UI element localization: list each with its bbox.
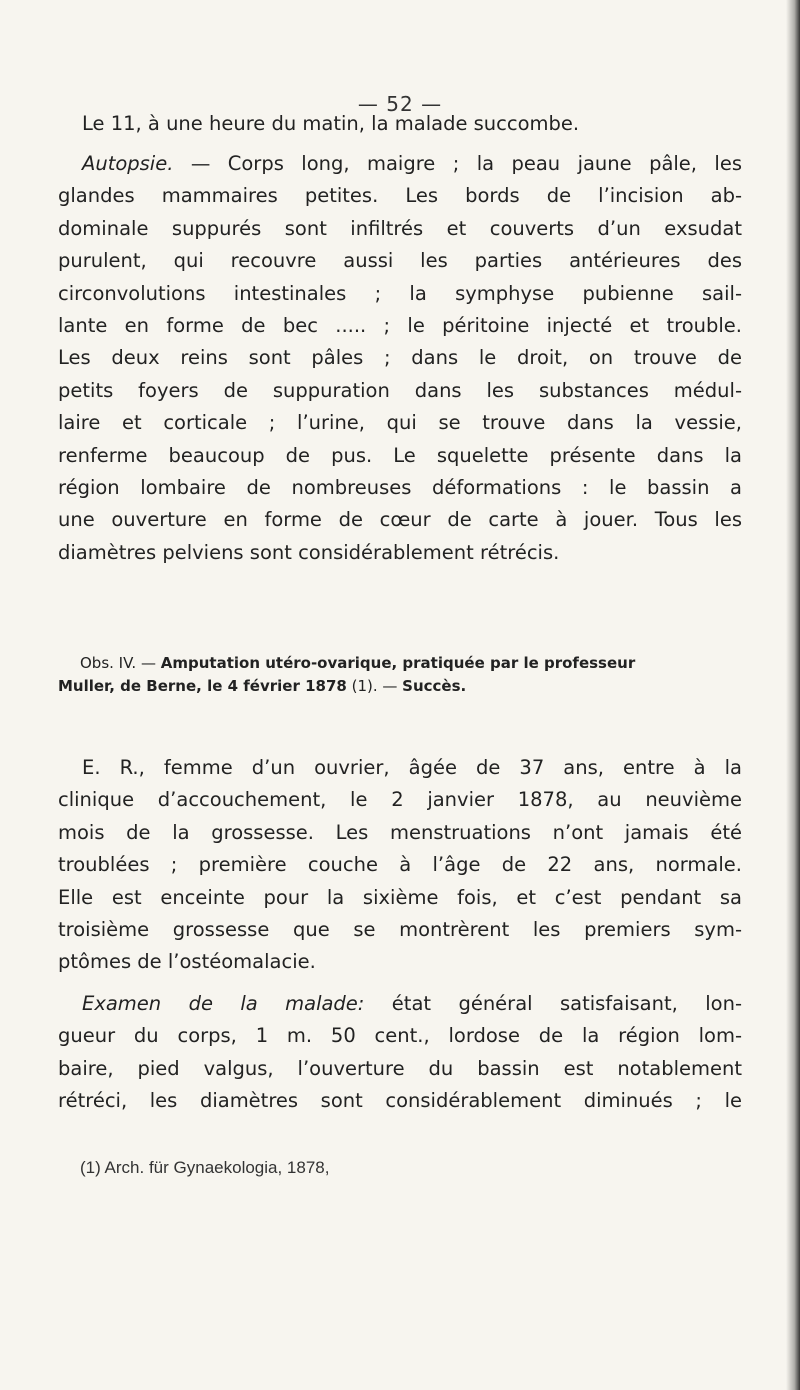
text-line: dominale suppurés sont infiltrés et couverts d’un exsudat <box>58 216 742 240</box>
paragraph-death-note <box>58 108 742 140</box>
page-edge-shadow <box>786 0 800 1390</box>
obs-prefix: Obs. IV. — <box>80 654 161 672</box>
examen-heading: Examen de la malade: <box>82 992 365 1015</box>
text-line: mois de la grossesse. Les menstruations n’ont jamais été <box>58 820 742 844</box>
text-line <box>58 988 742 1020</box>
obs-footnote-ref: (1). — <box>346 677 403 695</box>
page-number: — 52 — <box>357 92 443 116</box>
observation-heading <box>58 652 742 698</box>
obs-line-2 <box>58 675 742 698</box>
paragraph-examen <box>58 988 742 1118</box>
text-line: clinique d’accouchement, le 2 janvier 1878, au neuvième <box>58 788 742 812</box>
text-line: région lombaire de nombreuses déformations : le bassin a <box>58 476 742 500</box>
obs-title-2: Muller, de Berne, le 4 février 1878 <box>58 677 347 695</box>
text-line: circonvolutions intestinales ; la symphyse pubienne sail- <box>58 281 742 305</box>
text-line: ptômes de l’ostéomalacie. <box>58 950 316 974</box>
text-span: état général satisfaisant, lon- <box>364 992 742 1015</box>
footnote: (1) Arch. für Gynaekologia, 1878, <box>80 1158 330 1177</box>
text-line: petits foyers de suppuration dans les substances médul- <box>58 378 742 402</box>
text-line: E. R., femme d’un ouvrier, âgée de 37 ans, entre à la <box>82 756 742 779</box>
text-line: Elle est enceinte pour la sixième fois, et c’est pendant sa <box>58 885 742 909</box>
text-line: troisième grossesse que se montrèrent les premiers sym- <box>58 918 742 942</box>
text-line: glandes mammaires petites. Les bords de l’incision ab- <box>58 184 742 208</box>
text-line: laire et corticale ; l’urine, qui se trouve dans la vessie, <box>58 411 742 435</box>
obs-title-1: Amputation utéro-ovarique, pratiquée par le professeur <box>160 654 636 672</box>
text-line: diamètres pelviens sont considérablement rétrécis. <box>58 540 560 564</box>
text-line: gueur du corps, 1 m. 50 cent., lordose de la région lom- <box>58 1024 742 1048</box>
text-line: une ouverture en forme de cœur de carte à jouer. Tous les <box>58 508 742 532</box>
text-span: — Corps long, maigre ; la peau jaune pâle, les <box>173 152 742 175</box>
text-line: Le 11, à une heure du matin, la malade succombe. <box>82 112 580 135</box>
autopsie-heading: Autopsie. <box>82 152 174 175</box>
obs-result: Succès. <box>402 677 467 695</box>
text-line: baire, pied valgus, l’ouverture du bassin est notablement <box>58 1056 742 1080</box>
text-line <box>58 148 742 180</box>
paragraph-patient-history <box>58 752 742 979</box>
text-line: troublées ; première couche à l’âge de 22 ans, normale. <box>58 853 742 877</box>
text-line: renferme beaucoup de pus. Le squelette présente dans la <box>58 443 742 467</box>
text-line: rétréci, les diamètres sont considérablement diminués ; le <box>58 1089 742 1113</box>
text-line: Les deux reins sont pâles ; dans le droit, on trouve de <box>58 346 742 370</box>
text-line: lante en forme de bec ..... ; le péritoine injecté et trouble. <box>58 314 742 338</box>
text-line: purulent, qui recouvre aussi les parties antérieures des <box>58 249 742 273</box>
obs-line-1 <box>80 652 742 675</box>
paragraph-autopsie <box>58 148 742 569</box>
